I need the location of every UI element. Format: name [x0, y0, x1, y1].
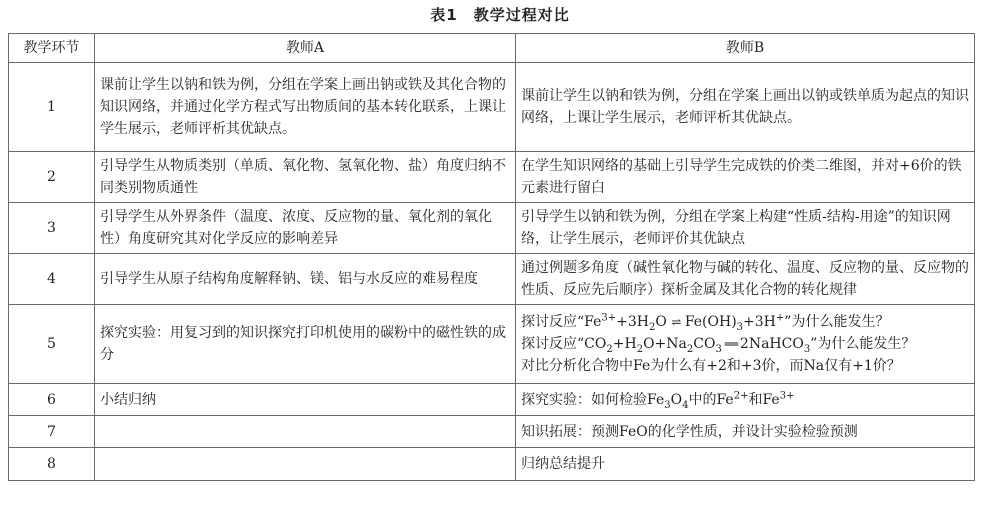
- table-row: [9, 416, 975, 448]
- stage-number: 5: [9, 305, 95, 384]
- stage-number: 7: [9, 416, 95, 448]
- reversible-arrow: ⇌: [671, 315, 681, 329]
- teacher-a-cell: [95, 448, 516, 481]
- table-row: [9, 203, 975, 254]
- table-caption: 表1 教学过程对比: [430, 6, 570, 24]
- teacher-b-cell: 归纳总结提升: [516, 448, 975, 481]
- stage-number: 1: [9, 63, 95, 152]
- teacher-a-cell: 探究实验：用复习到的知识探究打印机使用的碳粉中的磁性铁的成分: [95, 305, 516, 384]
- header-stage: 教学环节: [9, 34, 95, 63]
- stage-number: 8: [9, 448, 95, 481]
- table-row: [9, 63, 975, 152]
- teacher-a-cell: [95, 416, 516, 448]
- table-row: [9, 448, 975, 481]
- reaction-question-2: 探讨反应“$CO_2+H_2O+Na_2CO_3$ ══ 2NaHCO$_3$”为什么能发生？: [521, 336, 916, 355]
- teacher-a-cell: 课前让学生以钠和铁为例，分组在学案上画出钠或铁及其化合物的知识网络，并通过化学方程式写出物质间的基本转化联系，上课让学生展示，老师评析其优缺点。: [95, 63, 516, 152]
- teacher-a-cell: 引导学生从外界条件（温度、浓度、反应物的量、氧化剂的氧化性）角度研究其对化学反应的影响差异: [95, 203, 516, 254]
- table-row: [9, 305, 975, 384]
- table-header-row: [9, 34, 975, 63]
- stage-number: 3: [9, 203, 95, 254]
- teacher-b-cell: 通过例题多角度（碱性氧化物与碱的转化、温度、反应物的量、反应物的性质、反应先后顺序）探析金属及其化合物的转化规律: [516, 254, 975, 305]
- stage-number: 6: [9, 384, 95, 416]
- teacher-a-cell: 引导学生从原子结构角度解释钠、镁、铝与水反应的难易程度: [95, 254, 516, 305]
- teacher-b-cell: 在学生知识网络的基础上引导学生完成铁的价类二维图，并对+6价的铁元素进行留白: [516, 152, 975, 203]
- table-row: [9, 152, 975, 203]
- teaching-process-table: [8, 33, 975, 481]
- teacher-b-cell: 引导学生以钠和铁为例，分组在学案上构建“性质-结构-用途”的知识网络，让学生展示，老师评价其优缺点: [516, 203, 975, 254]
- header-teacher-b: 教师B: [516, 34, 975, 63]
- stage-number: 2: [9, 152, 95, 203]
- reaction-question-1: 探讨反应“$Fe^{3+}+3H_2O$ ⇌ $Fe(OH)_3+3H^+$”为什么能发生？: [521, 312, 890, 333]
- teacher-b-cell: 探究实验：如何检验$Fe_3O_4$中的$Fe^{2+}$和$Fe^{3+}$: [516, 384, 975, 416]
- teacher-a-cell: 小结归纳: [95, 384, 516, 416]
- equals-sign: ══: [721, 337, 740, 351]
- table-row: [9, 254, 975, 305]
- valence-question: 对比分析化合物中Fe为什么有+2和+3价，而Na仅有+1价？: [521, 358, 901, 374]
- teacher-b-cell: 知识拓展：预测FeO的化学性质，并设计实验检验预测: [516, 416, 975, 448]
- stage-number: 4: [9, 254, 95, 305]
- header-teacher-a: 教师A: [95, 34, 516, 63]
- teacher-b-cell: [516, 305, 975, 384]
- teacher-a-cell: 引导学生从物质类别（单质、氧化物、氢氧化物、盐）角度归纳不同类别物质通性: [95, 152, 516, 203]
- table-row: [9, 384, 975, 416]
- teacher-b-cell: 课前让学生以钠和铁为例，分组在学案上画出以钠或铁单质为起点的知识网络，上课让学生展示，老师评析其优缺点。: [516, 63, 975, 152]
